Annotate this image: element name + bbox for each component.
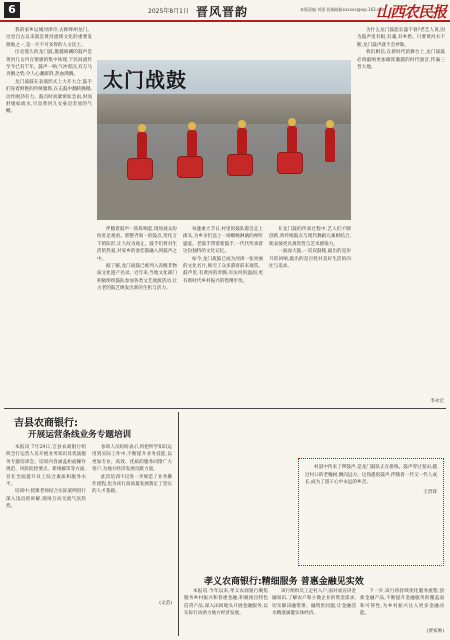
- paragraph: 在龙门鼓的传承过程中,艺人们不断创新,将传统鼓点与现代舞蹈元素相结合,使表演更具观赏性与艺术感染力。: [269, 227, 351, 247]
- paragraph: 我们相信,在新时代的舞台上,龙门战鼓必将敲响更加雄浑激越的时代强音,传遍三晋大地。: [357, 50, 445, 71]
- paragraph: 历史悠久的龙门鼓,激越磅礴的鼓声是黄河儿女内在情感的集中体现,于民间流传至今已有千年。鼓声一响,气冲霄汉,有万马奔腾之势;令人心潮澎湃,热血沸腾。: [6, 50, 92, 78]
- article1-col5: [357, 27, 445, 397]
- paragraph: 参训人员纷纷表示,将把所学知识运用到实际工作中,不断提升业务技能,以更加专业、高效、优质的服务回馈广大客户,为地方经济发展贡献力量。: [92, 445, 172, 473]
- article1-col2: [97, 226, 177, 404]
- article1-title: 太门战鼓: [103, 68, 187, 92]
- newspaper-logo: 山西农民报: [376, 3, 447, 21]
- paragraph: 为什么龙门鼓能长盛不衰?老艺人说,因为鼓声里有根,有魂,有乡愁。只要黄河水不断,龙门鼓声就不会停歇。: [357, 28, 445, 48]
- article2-title: 吉县农商银行:: [14, 418, 78, 429]
- paragraph: 据了解,龙门战鼓已被列入省级非物质文化遗产名录。近年来,当地文化部门积极组织鼓队参加各类文艺展演活动,让古老的鼓艺焕发出新的生机与活力。: [97, 264, 177, 292]
- article3-col1: [184, 588, 268, 636]
- article1-author: 李永宏: [430, 399, 444, 404]
- boxed-note-author: 王晋锋: [423, 489, 437, 495]
- article3-title: 孝义农商银行:精细服务 普惠金融见实效: [204, 577, 364, 587]
- paragraph: 每逢重大节日,村里的鼓队都会走上街头,为乡亲们送上一场酣畅淋漓的视听盛宴。老鼓手带着新鼓手,一代代传承着这份独特的文化记忆。: [183, 227, 263, 255]
- article2-subtitle: 开展运营条线业务专题培训: [28, 430, 132, 440]
- paragraph: 此次培训不仅进一步规范了业务操作流程,也为该行高质量发展奠定了坚实的人才基础。: [92, 474, 172, 495]
- article3-source: (贾家帅): [426, 629, 444, 634]
- article1-col1: [6, 27, 92, 404]
- boxed-note-text: 村道中传来了锣鼓声,是龙门鼓队正在排练。鼓声穿过麦田,越过村口的老槐树,飘向远方。这熟悉的鼓声,伴随着一代又一代人成长,成为了游子心中永远的乡音。: [305, 465, 437, 486]
- issue-date: 2025年8月1日: [148, 8, 189, 15]
- paragraph: 培训中,授课老师结合实际案例进行深入浅出的讲解,现场互动交流气氛热烈。: [6, 489, 86, 510]
- article3-col3: [360, 588, 444, 628]
- paragraph: 伴随着鼓声一阵阵响起,现场观众纷纷驻足观看。那整齐划一的鼓点,变化万千的队形,让人叹为观止。鼓手们将对生活的热爱,对家乡的眷恋都融入到鼓声之中。: [97, 227, 177, 262]
- vertical-divider: [178, 412, 179, 636]
- paragraph: 我的家乡运城河津市,古称绛州龙门。这里自古以来就是黄河流域文化的重要发源地之一,是一片不可多得的人文沃土。: [6, 28, 92, 48]
- article2-col2: [92, 444, 172, 594]
- paragraph: 龙门战鼓在表演形式上大开大合,鼓手们身着鲜艳的传统服饰,在击鼓中翻转腾挪,动作刚劲有力。鼓点时而紧密如急雨,时而舒缓如流水,尽显黄河儿女豪迈奔放的气概。: [6, 79, 92, 115]
- drum-performance-photo: [97, 60, 351, 220]
- article3-col2: [272, 588, 356, 636]
- paragraph: 下一步,该行将持续优化服务流程,创新金融产品,不断提升金融服务的覆盖面和可得性,为乡村振兴注入更多金融动能。: [360, 589, 444, 617]
- paragraph: 本报讯 今年以来,孝义农商银行聚焦服务乡村振兴和普惠金融,积极推出特色信贷产品,深入田间地头开展金融服务,以实际行动助力地方经济发展。: [184, 589, 268, 617]
- paragraph: 一面面大鼓,一双双鼓槌,敲出的是岁月的回响,敲出的是百姓对美好生活的向往与追求。: [269, 249, 351, 270]
- paragraph: 该行组织员工走村入户,面对面宣讲金融知识,了解农户和小微企业的资金需求,切实解决融资难、融资贵问题,让金融活水精准滴灌实体经济。: [272, 589, 356, 617]
- divider: [4, 408, 446, 409]
- paragraph: 本报讯 7月29日,吉县农商银行组织全行运营人员开展业务知识及优质服务专题培训会。培训内容涵盖柜面操作规范、风险防控要点、新规解读等方面,旨在全面提升员工综合素质和服务水平。: [6, 445, 86, 488]
- editor-line: 本版责编 刘强 投稿邮箱xxxxxx@vip.163.com: [300, 7, 386, 12]
- page-number: 6: [4, 2, 20, 18]
- paragraph: 如今,龙门战鼓已成为河津一张亮丽的文化名片,吸引了众多游客前来观赏。鼓声里,有黄河的奔腾,有汾河的温润,更有新时代乡村振兴的铿锵步伐。: [183, 256, 263, 284]
- article1-col4: [269, 226, 351, 404]
- article1-col3: [183, 226, 263, 404]
- boxed-note: [298, 458, 444, 566]
- article2-source: (文苗): [159, 601, 172, 606]
- article2-col1: [6, 444, 86, 636]
- page-header: [0, 0, 450, 22]
- section-title: 晋风晋韵: [196, 5, 249, 19]
